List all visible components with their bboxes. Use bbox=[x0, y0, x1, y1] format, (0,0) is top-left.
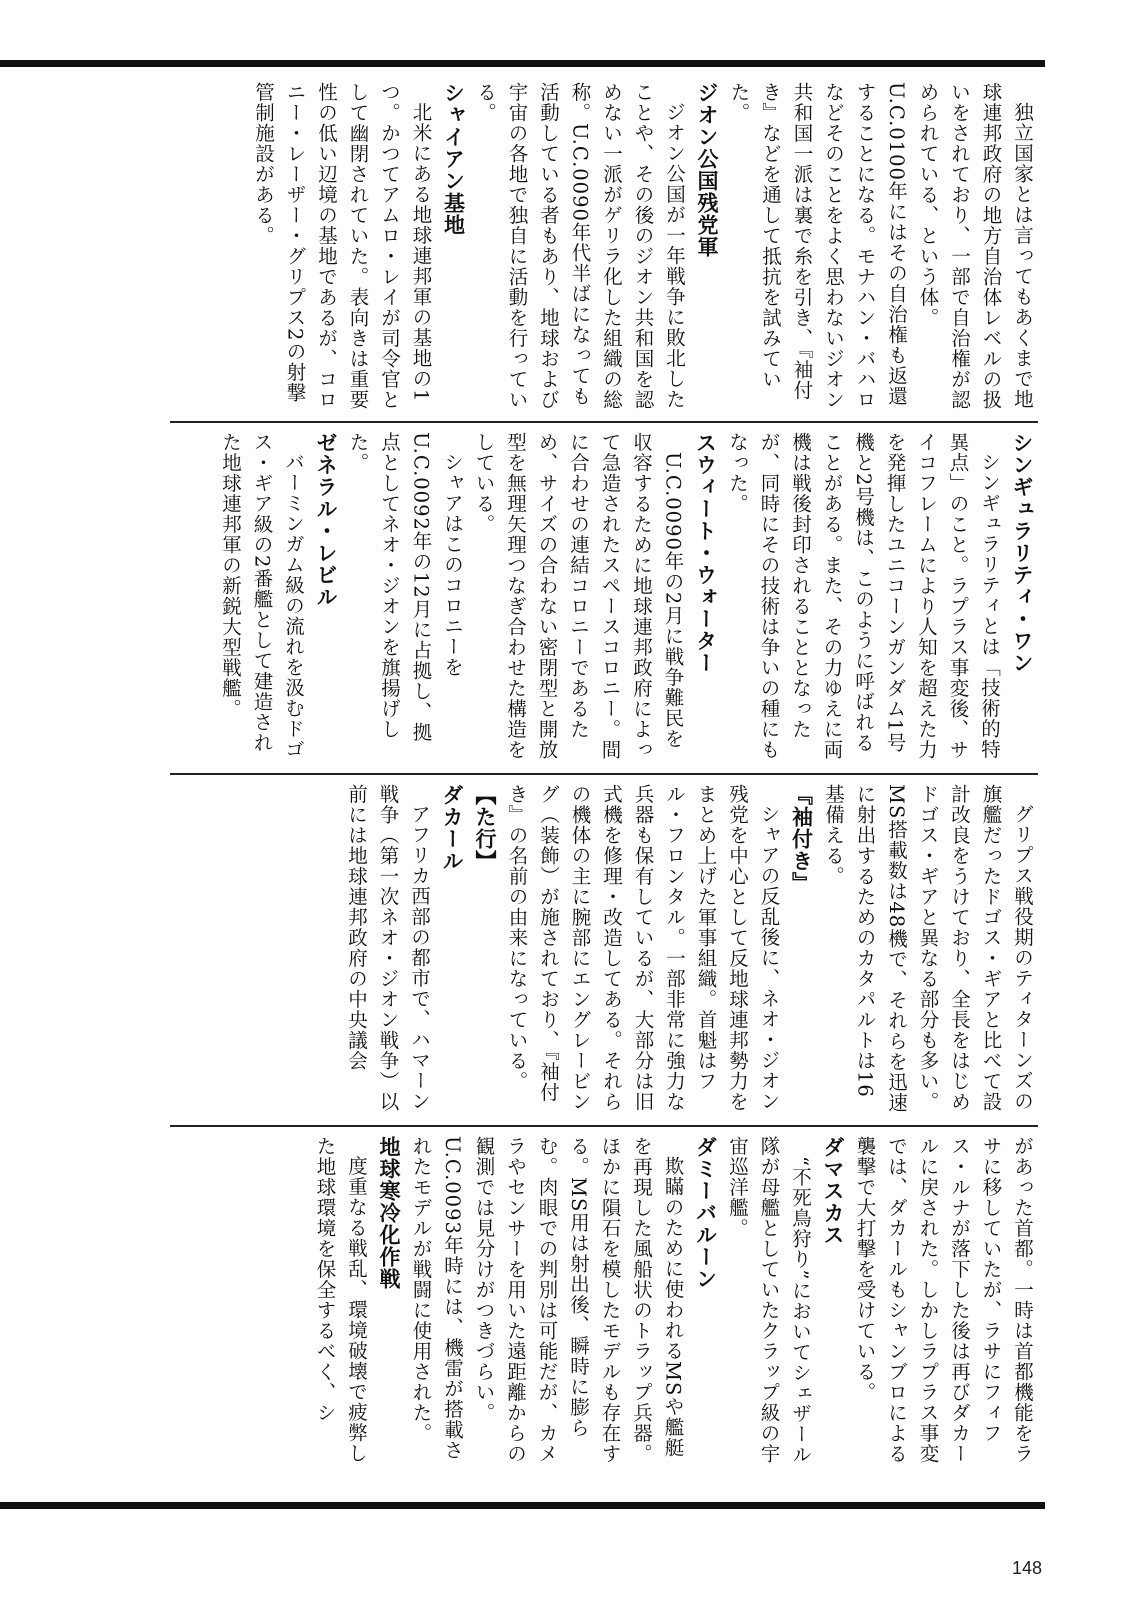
entry-heading: ダマスカス bbox=[821, 1136, 845, 1246]
band-divider bbox=[170, 421, 1038, 423]
text-band-4 bbox=[170, 1136, 1038, 1476]
entry-paragraph: バーミンガム級の流れを汲むドゴス・ギア級の2番艦として建造された地球連邦軍の新鋭大型戦艦。 bbox=[219, 432, 305, 759]
entry-heading: 『袖付き』 bbox=[789, 784, 814, 894]
text-band-1 bbox=[170, 82, 1038, 410]
entry-heading: 【た行】 bbox=[473, 784, 497, 872]
entry-paragraph: ジオン公国が一年戦争に敗北したことや、その後のジオン共和国を認めない一派がゲリラ化した組織の総称。U.C.0090年代半ばになっても活動している者もあり、地球および宇宙の各地で独自に活動を行っている。 bbox=[474, 82, 686, 410]
entry-heading: ダカール bbox=[440, 784, 464, 872]
entry-heading: シンギュラリティ・ワン bbox=[1010, 432, 1034, 674]
entry-paragraph: 欺瞞のために使われるMSや艦艇を再現した風船状のトラップ兵器。ほかに隕石を模したモデルも存在する。MS用は射出後、瞬時に膨らむ。肉眼での判別は可能だが、カメラやセンサーを用いた遠距離からの観測では見分けがつきづらい。U.C.0093年時には、機雷が搭載されたモデルが戦闘に使用された。 bbox=[409, 1136, 685, 1464]
entry-heading: ジオン公国残党軍 bbox=[695, 82, 719, 258]
entry-paragraph: シャアはこのコロニーをU.C.0092年の12月に占拠し、拠点としてネオ・ジオンを旗揚げした。 bbox=[346, 432, 464, 743]
entry-heading: ダミーバルーン bbox=[693, 1136, 718, 1290]
text-band-3 bbox=[170, 784, 1038, 1114]
entry-paragraph: 度重なる戦乱、環境破壊で疲弊した地球環境を保全するべく、シ bbox=[313, 1136, 368, 1463]
text-band-2 bbox=[170, 432, 1038, 762]
entry-paragraph: U.C.0090年の2月に戦争難民を収容するために地球連邦政府によって急造されたスペースコロニー。間に合わせの連結コロニーであるため、サイズの合わない密閉型と開放型を無理矢理つなぎ合わせた構造をしている。 bbox=[472, 432, 685, 760]
top-rule bbox=[0, 60, 1045, 67]
entry-paragraph: があった首都。一時は首都機能をラサに移していたが、ラサにフィフス・ルナが落下した後は再びダカールに戻された。しかしラプラス事変では、ダカールもシャンブロによる襲撃で大打撃を受けている。 bbox=[853, 1136, 1034, 1464]
entry-heading: シャイアン基地 bbox=[441, 82, 466, 236]
entry-paragraph: シンギュラリティとは「技術的特異点」のこと。ラプラス事変後、サイコフレームにより人知を超えた力を発揮したユニコーンガンダム1号機と2号機は、このように呼ばれることがある。また、その力ゆえに両機は戦後封印されることとなったが、同時にその技術は争いの種にもなった。 bbox=[726, 432, 1001, 760]
entry-heading: 地球寒冷化作戦 bbox=[377, 1136, 401, 1290]
bottom-rule bbox=[0, 1502, 1045, 1509]
entry-paragraph: アフリカ西部の都市で、ハマーン戦争（第一次ネオ・ジオン戦争）以前には地球連邦政府の中央議会 bbox=[345, 784, 431, 1112]
entry-paragraph: シャアの反乱後に、ネオ・ジオン残党を中心として反地球連邦勢力をまとめ上げた軍事組織。首魁はフル・フロンタル。一部非常に強力な兵器も保有しているが、大部分は旧式機を修理・改造してある。それらの機体の主に腕部にエングレービング（装飾）が施されており、『袖付き』の名前の由来になっている。 bbox=[505, 784, 781, 1112]
entry-paragraph: グリプス戦役期のティターンズの旗艦だったドゴス・ギアと比べて設計改良をうけており、全長をはじめドゴス・ギアと異なる部分も多い。MS搭載数は48機で、それらを迅速に射出するためのカタパルトは16基備える。 bbox=[822, 784, 1034, 1113]
band-divider bbox=[170, 773, 1038, 775]
entry-heading: ゼネラル・レビル bbox=[314, 432, 338, 608]
page-number: 148 bbox=[1012, 1558, 1043, 1578]
band-divider bbox=[170, 1125, 1038, 1127]
entry-paragraph: “不死鳥狩り”においてシェザール隊が母艦としていたクラップ級の宇宙巡洋艦。 bbox=[726, 1136, 812, 1465]
entry-paragraph: 独立国家とは言ってもあくまで地球連邦政府の地方自治体レベルの扱いをされており、一部で自治権が認められている、という体。U.C.0100年にはその自治権も返還することになる。モナハン・バハロなどそのことをよく思わないジオン共和国一派は裏で糸を引き、『袖付き』などを通して抵抗を試みていた。 bbox=[727, 82, 1034, 410]
entry-paragraph: 北米にある地球連邦軍の基地の1つ。かつてアムロ・レイが司令官として幽閉されていた。表向きは重要性の低い辺境の基地であるが、コロニー・レーザー・グリプス2の射撃管制施設がある。 bbox=[252, 82, 433, 410]
entry-heading: スウィート・ウォーター bbox=[693, 432, 718, 674]
